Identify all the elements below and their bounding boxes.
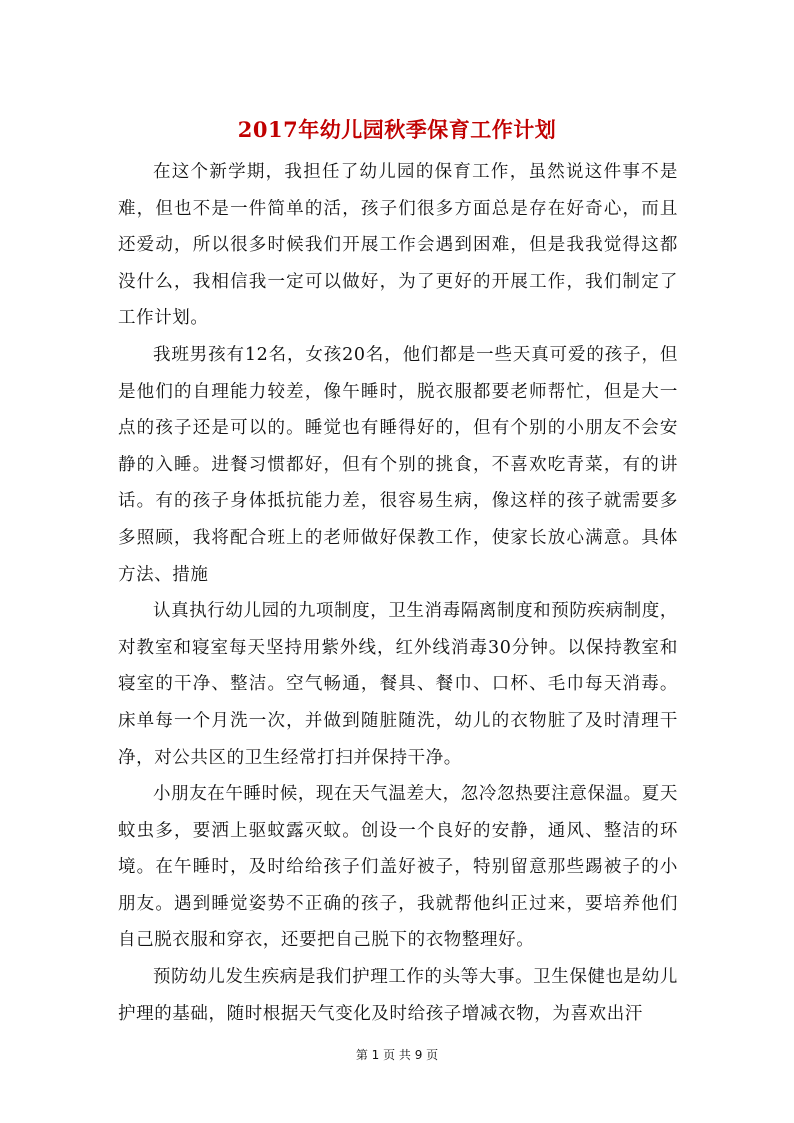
paragraph-class-situation: 我班男孩有12名，女孩20名，他们都是一些天真可爱的孩子，但是他们的自理能力较差，像午睡时，脱衣服都要老师帮忙，但是大一点的孩子还是可以的。睡觉也有睡得好的，但有个别的小朋友不会安静的入睡。进餐习惯都好，但有个别的挑食，不喜欢吃青菜，有的讲话。有的孩子身体抵抗能力差，很容易生病，像这样的孩子就需要多多照顾，我将配合班上的老师做好保教工作，使家长放心满意。具体方法、措施 [118, 344, 678, 585]
page-footer: 第 1 页 共 9 页 [355, 1048, 439, 1062]
document-title: 2017年幼儿园秋季保育工作计划 [237, 117, 557, 142]
paragraph-disease-prevention: 预防幼儿发生疾病是我们护理工作的头等大事。卫生保健也是幼儿护理的基础，随时根据天气变化及时给孩子增减衣物，为喜欢出汗 [118, 967, 678, 1024]
paragraph-intro: 在这个新学期，我担任了幼儿园的保育工作，虽然说这件事不是难，但也不是一件简单的活，孩子们很多方面总是存在好奇心，而且还爱动，所以很多时候我们开展工作会遇到困难，但是我我觉得这都没什么，我相信我一定可以做好，为了更好的开展工作，我们制定了工作计划。 [118, 162, 678, 329]
paragraph-hygiene-rules: 认真执行幼儿园的九项制度，卫生消毒隔离制度和预防疾病制度，对教室和寝室每天坚持用紫外线，红外线消毒30分钟。以保持教室和寝室的干净、整洁。空气畅通，餐具、餐巾、口杯、毛巾每天消毒。床单每一个月洗一次，并做到随脏随洗，幼儿的衣物脏了及时清理干净，对公共区的卫生经常打扫并保持干净。 [118, 601, 678, 768]
document-body [118, 154, 678, 1032]
paragraph-nap-care: 小朋友在午睡时候，现在天气温差大，忽冷忽热要注意保温。夏天蚊虫多，要洒上驱蚊露灭蚊。创设一个良好的安静，通风、整洁的环境。在午睡时，及时给给孩子们盖好被子，特别留意那些踢被子的小朋友。遇到睡觉姿势不正确的孩子，我就帮他纠正过来，要培养他们自己脱衣服和穿衣，还要把自己脱下的衣物整理好。 [118, 784, 678, 951]
